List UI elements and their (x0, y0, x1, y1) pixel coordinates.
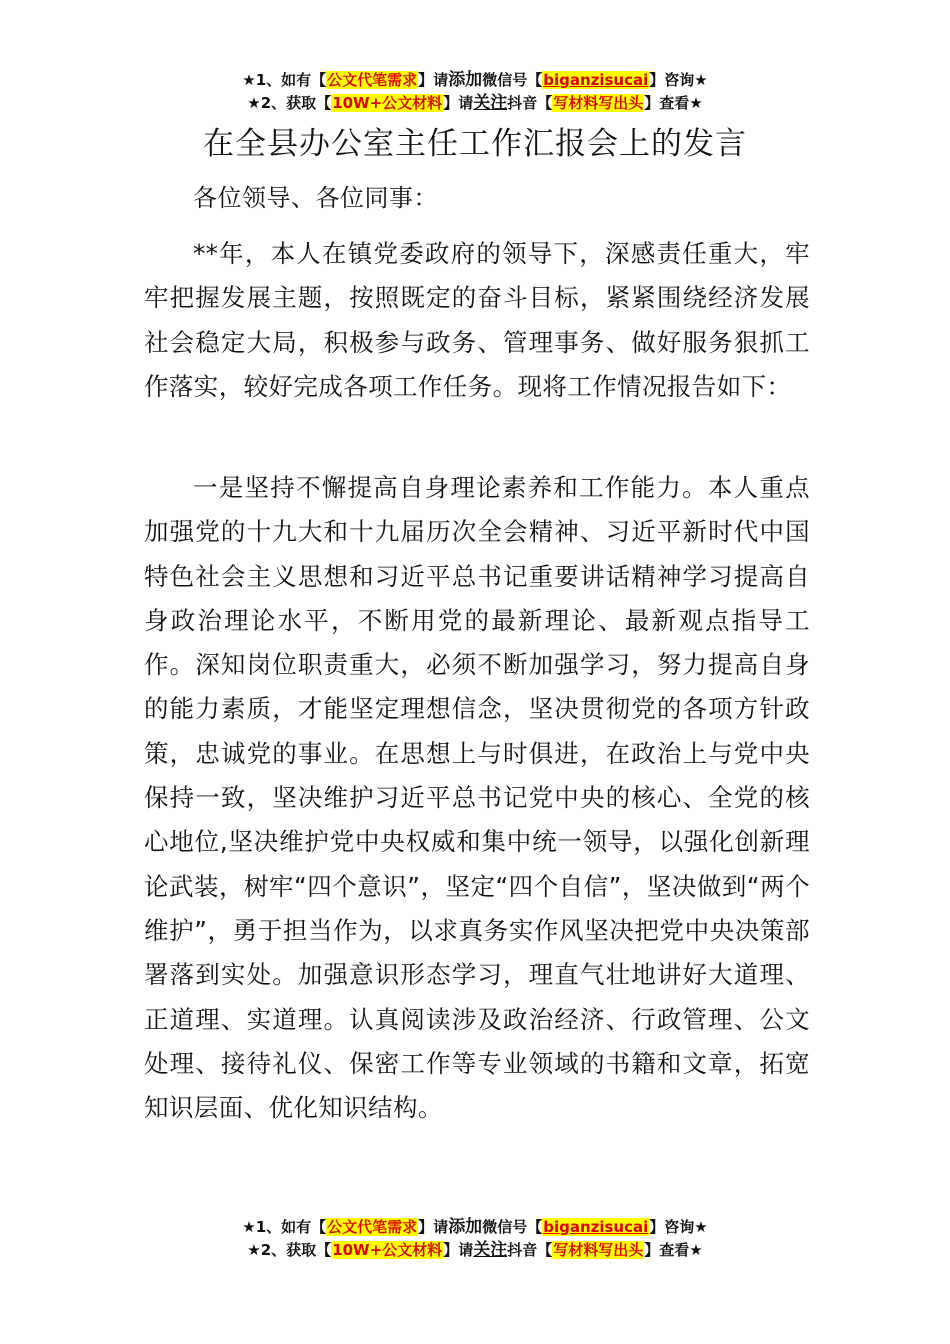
banner-emphasis: 添加 (448, 70, 483, 90)
paragraph-intro: **年，本人在镇党委政府的领导下，深感责任重大，牢牢把握发展主题，按照既定的奋斗目标，紧紧围绕经济发展社会稳定大局，积极参与政务、管理事务、做好服务狠抓工作落实，较好完成各项工作任务。现将工作情况报告如下： (144, 239, 810, 401)
banner-text: 】请 (443, 1241, 474, 1259)
paragraph-theory: 一是坚持不懈提高自身理论素养和工作能力。本人重点加强党的十九大和十九届历次全会精神、习近平新时代中国特色社会主义思想和习近平总书记重要讲话精神学习提高自身政治理论水平，不断用党的最新理论、最新观点指导工作。深知岗位职责重大，必须不断加强学习，努力提高自身的能力素质，才能坚定理想信念，坚决贯彻党的各项方针政策，忠诚党的事业。在思想上与时俱进，在政治上与党中央保持一致，坚决维护习近平总书记党中央的核心、全党的核心地位,坚决维护党中央权威和集中统一领导，以强化创新理论武装，树牢“四个意识”，坚定“四个自信”，坚决做到“两个维护”，勇于担当作为，以求真务实作风坚决把党中央决策部署落到实处。加强意识形态学习，理直气壮地讲好大道理、正道理、实道理。认真阅读涉及政治经济、行政管理、公文处理、接待礼仪、保密工作等专业领域的书籍和文章，拓宽知识层面、优化知识结构。 (144, 473, 810, 1123)
banner-text: ★1、如有【 (242, 1218, 327, 1236)
header-banner (0, 69, 950, 115)
greeting: 各位领导、各位同事： (193, 184, 438, 212)
banner-line-2 (0, 1239, 950, 1262)
highlight-service: 公文代笔需求 (327, 1218, 418, 1236)
banner-text: 】查看★ (644, 94, 703, 112)
banner-text: 抖音【 (507, 94, 553, 112)
banner-text: 】请 (443, 94, 474, 112)
highlight-service: 公文代笔需求 (327, 71, 418, 89)
banner-text: ★2、获取【 (247, 94, 332, 112)
highlight-materials: 10W+公文材料 (332, 94, 443, 112)
douyin-account: 写材料写出头 (553, 94, 644, 112)
banner-line-1 (0, 69, 950, 92)
banner-line-2 (0, 92, 950, 115)
banner-text: 】查看★ (644, 1241, 703, 1259)
douyin-account: 写材料写出头 (553, 1241, 644, 1259)
banner-emphasis: 关注 (473, 1240, 508, 1260)
banner-text: 】咨询★ (649, 1218, 708, 1236)
banner-text: 抖音【 (507, 1241, 553, 1259)
banner-text: 】咨询★ (649, 71, 708, 89)
highlight-materials: 10W+公文材料 (332, 1241, 443, 1259)
banner-emphasis: 添加 (448, 1217, 483, 1237)
banner-text: ★1、如有【 (242, 71, 327, 89)
banner-text: 】请 (418, 1218, 449, 1236)
banner-text: 】请 (418, 71, 449, 89)
wechat-id: biganzisucai (543, 1218, 649, 1236)
document-title: 在全县办公室主任工作汇报会上的发言 (203, 126, 747, 162)
banner-text: ★2、获取【 (247, 1241, 332, 1259)
banner-line-1 (0, 1216, 950, 1239)
banner-emphasis: 关注 (473, 93, 508, 113)
wechat-id: biganzisucai (543, 71, 649, 89)
footer-banner (0, 1216, 950, 1262)
banner-text: 微信号【 (482, 1218, 543, 1236)
banner-text: 微信号【 (482, 71, 543, 89)
